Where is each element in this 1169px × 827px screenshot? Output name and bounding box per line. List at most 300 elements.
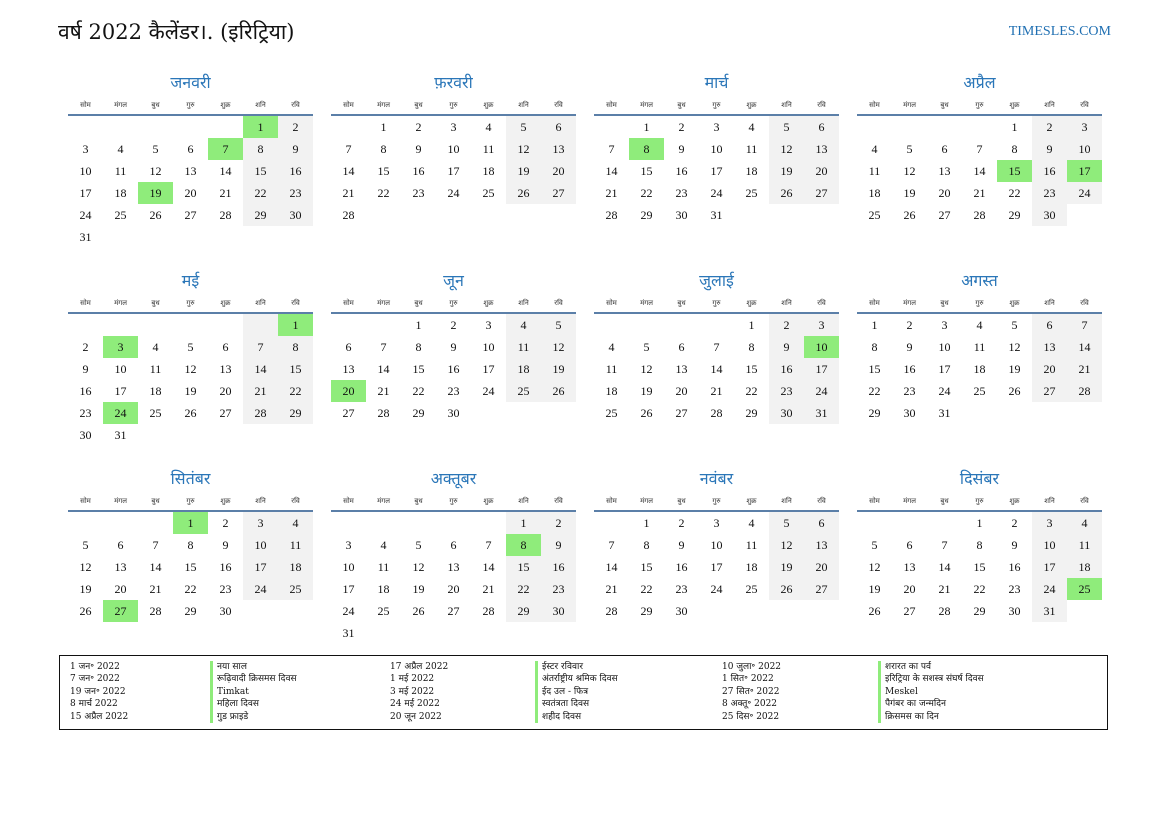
day-cell: 6 (450, 538, 457, 552)
holiday-date: 20 जून 2022 (390, 711, 442, 722)
day-cell: 1 (380, 120, 387, 134)
holiday-date: 1 मई 2022 (390, 674, 435, 685)
day-cell: 18 (868, 186, 881, 200)
day-cell: 25 (868, 208, 881, 222)
day-cell: 25 (1067, 578, 1102, 600)
empty-cell (243, 600, 278, 622)
day-cell: 25 (745, 186, 758, 200)
day-cell: 13 (342, 362, 355, 376)
day-cell: 15 (745, 362, 758, 376)
empty-cell (506, 402, 541, 424)
holiday-name: इरिट्रिया के सशस्त्र संघर्ष दिवस (878, 673, 984, 685)
day-cell: 26 (903, 208, 916, 222)
empty-cell (541, 402, 576, 424)
empty-cell (734, 204, 769, 226)
day-cell: 30 (675, 604, 688, 618)
empty-cell (699, 600, 734, 622)
empty-cell (664, 314, 699, 336)
weekday-label: रवि (1080, 497, 1089, 505)
day-cell: 26 (1008, 384, 1021, 398)
month-name: जून (443, 271, 464, 290)
weekday-label: गुरु (186, 497, 195, 505)
weekday-label: शनि (1044, 299, 1055, 307)
day-cell: 6 (187, 142, 194, 156)
day-cell: 3 (941, 318, 948, 332)
day-cell: 8 (506, 534, 541, 556)
day-cell: 15 (640, 164, 653, 178)
day-cell: 20 (675, 384, 688, 398)
day-cell: 12 (769, 534, 804, 556)
day-cell: 13 (903, 560, 916, 574)
month-calendar (857, 270, 1102, 468)
day-cell: 24 (804, 380, 839, 402)
day-cell: 22 (868, 384, 881, 398)
day-cell: 25 (278, 578, 313, 600)
day-cell: 28 (973, 208, 986, 222)
weekday-label: शुक्र (220, 299, 231, 307)
day-cell: 11 (482, 142, 495, 156)
day-cell: 12 (903, 164, 916, 178)
day-cell: 7 (345, 142, 352, 156)
weekday-label: रवि (817, 299, 826, 307)
empty-cell (962, 116, 997, 138)
weekday-label: सोम (606, 299, 617, 307)
weekday-label: शनि (781, 497, 792, 505)
day-cell: 24 (342, 604, 355, 618)
day-cell: 19 (1008, 362, 1021, 376)
empty-cell (699, 314, 734, 336)
empty-cell (997, 402, 1032, 424)
empty-cell (629, 314, 664, 336)
day-cell: 28 (1067, 380, 1102, 402)
weekday-label: बुध (414, 299, 423, 307)
day-cell: 2 (450, 318, 457, 332)
holiday-name: स्वतंत्रता दिवस (535, 698, 618, 710)
day-cell: 17 (804, 358, 839, 380)
day-cell: 12 (1008, 340, 1021, 354)
weekday-label: सोम (343, 101, 354, 109)
weekday-label: गुरु (975, 497, 984, 505)
empty-cell (366, 204, 401, 226)
empty-cell (366, 512, 401, 534)
weekday-header (331, 493, 576, 512)
day-cell: 1 (278, 314, 313, 336)
empty-cell (138, 512, 173, 534)
day-cell: 4 (608, 340, 615, 354)
day-cell: 19 (769, 556, 804, 578)
days-grid (331, 116, 576, 226)
empty-cell (927, 116, 962, 138)
day-cell: 20 (804, 556, 839, 578)
day-cell: 26 (149, 208, 162, 222)
weekday-label: शुक्र (746, 497, 757, 505)
days-grid (594, 512, 839, 622)
holiday-name: Meskel (878, 686, 984, 698)
day-cell: 23 (79, 406, 92, 420)
weekday-label: बुध (677, 497, 686, 505)
day-cell: 23 (219, 582, 232, 596)
empty-cell (138, 314, 173, 336)
day-cell: 12 (149, 164, 162, 178)
day-cell: 20 (114, 582, 127, 596)
day-cell: 19 (138, 182, 173, 204)
day-cell: 19 (868, 582, 881, 596)
weekday-label: रवि (291, 299, 300, 307)
weekday-header (594, 295, 839, 314)
day-cell: 4 (380, 538, 387, 552)
day-cell: 17 (482, 362, 495, 376)
day-cell: 19 (640, 384, 653, 398)
day-cell: 10 (342, 560, 355, 574)
day-cell: 4 (485, 120, 492, 134)
day-cell: 8 (380, 142, 387, 156)
weekday-label: मंगल (903, 101, 916, 109)
day-cell: 18 (114, 186, 127, 200)
day-cell: 21 (482, 582, 495, 596)
weekday-label: सोम (80, 497, 91, 505)
month-name: अप्रैल (963, 73, 996, 92)
day-cell: 17 (710, 164, 723, 178)
empty-cell (804, 600, 839, 622)
day-cell: 6 (117, 538, 124, 552)
day-cell: 22 (640, 186, 653, 200)
weekday-label: मंगल (114, 101, 127, 109)
weekday-label: गुरु (975, 299, 984, 307)
empty-cell (208, 226, 243, 248)
holiday-name: क्रिसमस का दिन (878, 711, 984, 723)
day-cell: 5 (769, 512, 804, 534)
weekday-label: रवि (554, 497, 563, 505)
month-calendar (331, 72, 576, 270)
day-cell: 6 (804, 512, 839, 534)
day-cell: 17 (1032, 556, 1067, 578)
weekday-label: बुध (940, 497, 949, 505)
day-cell: 7 (713, 340, 720, 354)
day-cell: 25 (506, 380, 541, 402)
day-cell: 26 (412, 604, 425, 618)
days-grid (857, 314, 1102, 424)
day-cell: 2 (678, 120, 685, 134)
days-grid (594, 314, 839, 424)
day-cell: 4 (748, 516, 755, 530)
day-cell: 11 (1067, 534, 1102, 556)
day-cell: 10 (710, 142, 723, 156)
day-cell: 10 (79, 164, 92, 178)
day-cell: 27 (675, 406, 688, 420)
day-cell: 26 (640, 406, 653, 420)
day-cell: 23 (675, 582, 688, 596)
month-calendar (331, 270, 576, 468)
day-cell: 12 (541, 336, 576, 358)
day-cell: 18 (149, 384, 162, 398)
day-cell: 18 (377, 582, 390, 596)
empty-cell (243, 226, 278, 248)
day-cell: 20 (804, 160, 839, 182)
month-name: अगस्त (961, 271, 998, 290)
day-cell: 17 (342, 582, 355, 596)
empty-cell (769, 600, 804, 622)
empty-cell (804, 204, 839, 226)
month-calendar (857, 72, 1102, 270)
day-cell: 8 (1011, 142, 1018, 156)
weekday-label: रवि (554, 299, 563, 307)
weekday-header (331, 295, 576, 314)
day-cell: 18 (745, 164, 758, 178)
weekday-label: बुध (151, 497, 160, 505)
day-cell: 14 (1067, 336, 1102, 358)
day-cell: 20 (903, 582, 916, 596)
day-cell: 1 (415, 318, 422, 332)
empty-cell (103, 116, 138, 138)
day-cell: 10 (710, 538, 723, 552)
empty-cell (1067, 204, 1102, 226)
empty-cell (506, 622, 541, 644)
day-cell: 11 (114, 164, 127, 178)
holiday-list (59, 655, 1108, 730)
day-cell: 15 (184, 560, 197, 574)
day-cell: 24 (79, 208, 92, 222)
day-cell: 26 (184, 406, 197, 420)
day-cell: 31 (79, 230, 92, 244)
day-cell: 21 (938, 582, 951, 596)
day-cell: 10 (804, 336, 839, 358)
month-name: अक्तूबर (430, 469, 477, 488)
day-cell: 21 (219, 186, 232, 200)
day-cell: 28 (938, 604, 951, 618)
weekday-label: शुक्र (1009, 101, 1020, 109)
weekday-label: शुक्र (220, 101, 231, 109)
holiday-name: शरारत का पर्व (878, 661, 984, 673)
day-cell: 22 (184, 582, 197, 596)
day-cell: 5 (769, 116, 804, 138)
empty-cell (1067, 402, 1102, 424)
holiday-name: Timkat (210, 686, 297, 698)
day-cell: 22 (506, 578, 541, 600)
day-cell: 27 (219, 406, 232, 420)
day-cell: 26 (769, 182, 804, 204)
weekday-label: बुध (940, 101, 949, 109)
day-cell: 1 (976, 516, 983, 530)
day-cell: 4 (117, 142, 124, 156)
day-cell: 15 (412, 362, 425, 376)
empty-cell (331, 512, 366, 534)
days-grid (331, 314, 576, 424)
weekday-label: शुक्र (483, 497, 494, 505)
day-cell: 12 (640, 362, 653, 376)
day-cell: 26 (79, 604, 92, 618)
day-cell: 31 (804, 402, 839, 424)
weekday-label: बुध (677, 299, 686, 307)
day-cell: 28 (605, 208, 618, 222)
day-cell: 7 (608, 538, 615, 552)
day-cell: 15 (506, 556, 541, 578)
day-cell: 17 (938, 362, 951, 376)
day-cell: 26 (541, 380, 576, 402)
weekday-label: मंगल (640, 497, 653, 505)
day-cell: 17 (447, 164, 460, 178)
day-cell: 20 (938, 186, 951, 200)
weekday-header (857, 493, 1102, 512)
day-cell: 22 (745, 384, 758, 398)
day-cell: 4 (976, 318, 983, 332)
day-cell: 21 (377, 384, 390, 398)
day-cell: 9 (1032, 138, 1067, 160)
day-cell: 29 (1008, 208, 1021, 222)
empty-cell (68, 512, 103, 534)
day-cell: 20 (184, 186, 197, 200)
day-cell: 6 (906, 538, 913, 552)
day-cell: 22 (278, 380, 313, 402)
day-cell: 24 (710, 186, 723, 200)
day-cell: 1 (506, 512, 541, 534)
weekday-label: गुरु (449, 101, 458, 109)
empty-cell (962, 402, 997, 424)
day-cell: 6 (804, 116, 839, 138)
empty-cell (68, 116, 103, 138)
months-grid (68, 72, 1102, 666)
empty-cell (366, 622, 401, 644)
day-cell: 12 (868, 560, 881, 574)
day-cell: 23 (278, 182, 313, 204)
holiday-name: पैगंबर का जन्मदिन (878, 698, 984, 710)
holiday-date: 27 सित॰ 2022 (722, 686, 780, 697)
day-cell: 15 (640, 560, 653, 574)
day-cell: 5 (871, 538, 878, 552)
day-cell: 23 (903, 384, 916, 398)
weekday-label: गुरु (449, 497, 458, 505)
weekday-header (68, 295, 313, 314)
weekday-label: शुक्र (1009, 497, 1020, 505)
month-name: जुलाई (699, 271, 734, 290)
holiday-name: रूढ़िवादी क्रिसमस दिवस (210, 673, 297, 685)
day-cell: 30 (903, 406, 916, 420)
month-name: दिसंबर (959, 469, 1000, 488)
day-cell: 2 (278, 116, 313, 138)
weekday-label: सोम (606, 497, 617, 505)
empty-cell (173, 424, 208, 446)
day-cell: 30 (447, 406, 460, 420)
day-cell: 26 (868, 604, 881, 618)
day-cell: 13 (804, 534, 839, 556)
day-cell: 5 (541, 314, 576, 336)
day-cell: 16 (541, 556, 576, 578)
day-cell: 16 (1008, 560, 1021, 574)
day-cell: 9 (541, 534, 576, 556)
empty-cell (471, 622, 506, 644)
day-cell: 14 (605, 164, 618, 178)
days-grid (857, 116, 1102, 226)
day-cell: 5 (415, 538, 422, 552)
day-cell: 9 (450, 340, 457, 354)
day-cell: 30 (278, 204, 313, 226)
holiday-date: 8 मार्च 2022 (70, 699, 118, 710)
day-cell: 19 (506, 160, 541, 182)
day-cell: 6 (222, 340, 229, 354)
weekday-label: मंगल (377, 299, 390, 307)
weekday-label: शुक्र (220, 497, 231, 505)
empty-cell (471, 204, 506, 226)
day-cell: 5 (152, 142, 159, 156)
day-cell: 7 (1067, 314, 1102, 336)
empty-cell (436, 204, 471, 226)
weekday-label: शनि (1044, 497, 1055, 505)
weekday-label: शुक्र (483, 299, 494, 307)
holiday-name: गुड फ्राइडे (210, 711, 297, 723)
day-cell: 29 (278, 402, 313, 424)
holiday-name: नया साल (210, 661, 297, 673)
day-cell: 8 (643, 538, 650, 552)
weekday-label: मंगल (377, 497, 390, 505)
empty-cell (892, 116, 927, 138)
empty-cell (436, 622, 471, 644)
empty-cell (401, 622, 436, 644)
weekday-label: रवि (291, 101, 300, 109)
weekday-header (857, 97, 1102, 116)
weekday-label: सोम (80, 101, 91, 109)
day-cell: 5 (643, 340, 650, 354)
holiday-date: 10 जुला॰ 2022 (722, 662, 782, 672)
weekday-label: बुध (151, 101, 160, 109)
day-cell: 19 (79, 582, 92, 596)
day-cell: 11 (973, 340, 986, 354)
day-cell: 14 (605, 560, 618, 574)
day-cell: 3 (713, 516, 720, 530)
weekday-label: सोम (869, 497, 880, 505)
day-cell: 5 (1011, 318, 1018, 332)
day-cell: 7 (243, 336, 278, 358)
day-cell: 14 (710, 362, 723, 376)
day-cell: 14 (973, 164, 986, 178)
empty-cell (769, 204, 804, 226)
day-cell: 5 (506, 116, 541, 138)
weekday-label: शनि (518, 101, 529, 109)
day-cell: 8 (415, 340, 422, 354)
weekday-label: सोम (606, 101, 617, 109)
weekday-label: गुरु (975, 101, 984, 109)
weekday-header (857, 295, 1102, 314)
day-cell: 19 (903, 186, 916, 200)
day-cell: 17 (1067, 160, 1102, 182)
day-cell: 28 (605, 604, 618, 618)
day-cell: 3 (804, 314, 839, 336)
weekday-label: रवि (554, 101, 563, 109)
empty-cell (331, 314, 366, 336)
day-cell: 10 (938, 340, 951, 354)
day-cell: 16 (1032, 160, 1067, 182)
day-cell: 14 (938, 560, 951, 574)
weekday-label: शुक्र (746, 299, 757, 307)
day-cell: 18 (745, 560, 758, 574)
weekday-label: बुध (677, 101, 686, 109)
site-link[interactable]: TIMESLES.COM (1008, 24, 1111, 39)
day-cell: 9 (82, 362, 89, 376)
day-cell: 24 (243, 578, 278, 600)
weekday-header (68, 97, 313, 116)
weekday-label: शनि (518, 299, 529, 307)
day-cell: 12 (412, 560, 425, 574)
day-cell: 10 (114, 362, 127, 376)
empty-cell (173, 314, 208, 336)
day-cell: 21 (149, 582, 162, 596)
empty-cell (173, 226, 208, 248)
day-cell: 1 (243, 116, 278, 138)
day-cell: 23 (541, 578, 576, 600)
day-cell: 7 (976, 142, 983, 156)
day-cell: 11 (506, 336, 541, 358)
weekday-label: शुक्र (1009, 299, 1020, 307)
day-cell: 5 (187, 340, 194, 354)
holiday-date: 17 अप्रैल 2022 (390, 662, 449, 672)
